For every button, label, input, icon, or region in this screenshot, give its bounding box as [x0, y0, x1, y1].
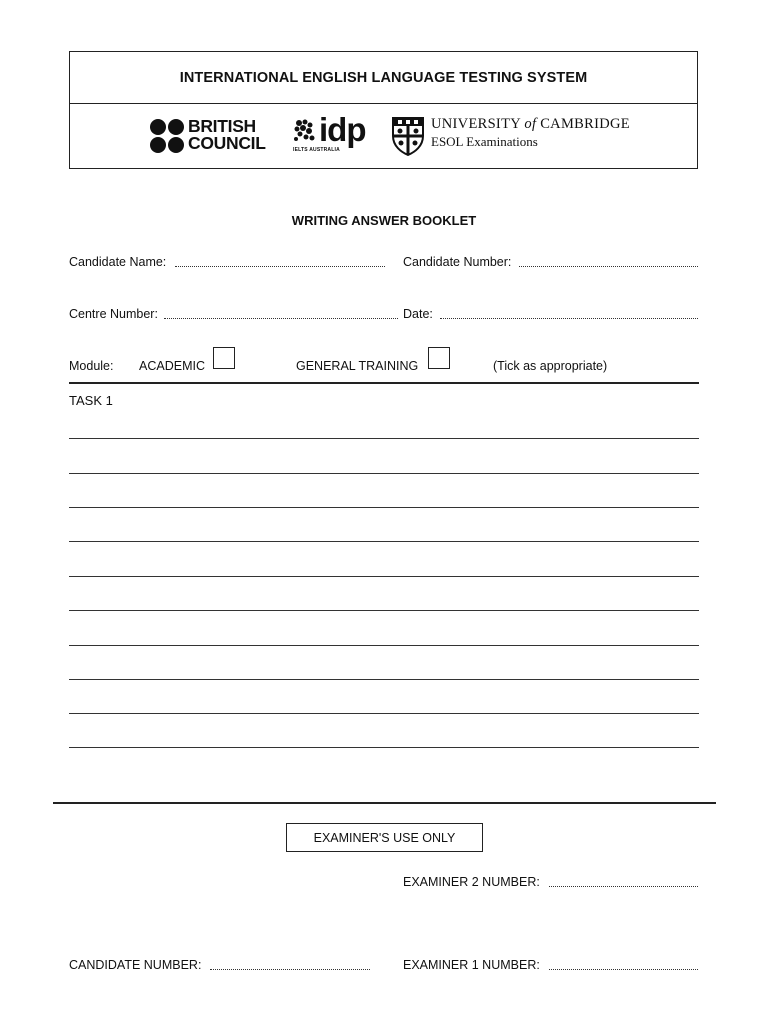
academic-label: ACADEMIC: [139, 359, 205, 373]
cambridge-shield-icon: [391, 116, 425, 156]
module-separator: [69, 382, 699, 384]
tick-note: (Tick as appropriate): [493, 359, 608, 373]
examiner-divider: [53, 802, 716, 804]
task-label: TASK 1: [69, 393, 113, 408]
academic-checkbox[interactable]: [213, 347, 235, 369]
header-box: [69, 51, 698, 169]
writing-line[interactable]: [69, 576, 699, 577]
candidate-name-field[interactable]: [175, 266, 385, 267]
idp-wordmark: idp: [319, 111, 366, 148]
date-field[interactable]: [440, 318, 698, 319]
examiner-1-field[interactable]: [549, 969, 698, 970]
module-label: Module:: [69, 359, 114, 373]
writing-line[interactable]: [69, 610, 699, 611]
general-training-checkbox[interactable]: [428, 347, 450, 369]
examiner-2-field[interactable]: [549, 886, 698, 887]
candidate-number-field[interactable]: [519, 266, 698, 267]
cambridge-university-name: UNIVERSITY of CAMBRIDGE: [431, 116, 630, 132]
british-council-dots-icon: [150, 119, 184, 153]
cambridge-esol-label: ESOL Examinations: [431, 134, 538, 149]
candidate-number-label: Candidate Number:: [403, 255, 512, 269]
examiner-2-label: EXAMINER 2 NUMBER:: [403, 875, 540, 889]
centre-number-label: Centre Number:: [69, 307, 158, 321]
writing-line[interactable]: [69, 679, 699, 680]
general-training-label: GENERAL TRAINING: [296, 359, 419, 373]
cambridge-logo: [391, 116, 631, 156]
writing-line[interactable]: [69, 541, 699, 542]
writing-line[interactable]: [69, 507, 699, 508]
candidate-number-bottom-label: CANDIDATE NUMBER:: [69, 958, 202, 972]
british-council-wordmark: BRITISH COUNCIL: [188, 116, 266, 153]
writing-line[interactable]: [69, 473, 699, 474]
candidate-number-bottom-field[interactable]: [210, 969, 370, 970]
idp-mark-icon: [292, 118, 318, 144]
examiners-use-only-box: EXAMINER'S USE ONLY: [286, 823, 483, 852]
logo-strip: [70, 104, 697, 168]
date-label: Date:: [403, 307, 433, 321]
writing-line[interactable]: [69, 747, 699, 748]
writing-line[interactable]: [69, 645, 699, 646]
header-title: INTERNATIONAL ENGLISH LANGUAGE TESTING SYSTEM: [70, 52, 697, 104]
idp-subtitle: IELTS AUSTRALIA: [293, 147, 340, 153]
booklet-title: WRITING ANSWER BOOKLET: [291, 213, 477, 228]
candidate-name-label: Candidate Name:: [69, 255, 167, 269]
idp-logo: [292, 111, 372, 156]
centre-number-field[interactable]: [164, 318, 398, 319]
writing-line[interactable]: [69, 438, 699, 439]
british-council-logo: [150, 116, 270, 155]
writing-line[interactable]: [69, 713, 699, 714]
examiner-1-label: EXAMINER 1 NUMBER:: [403, 958, 540, 972]
